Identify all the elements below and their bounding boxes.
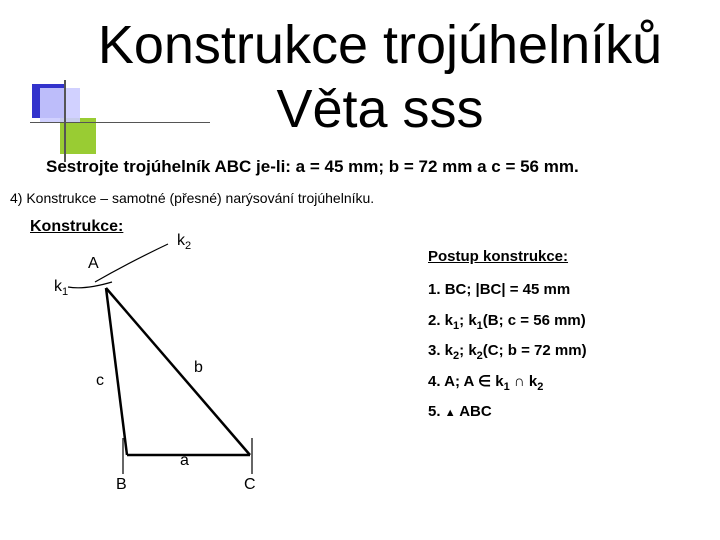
- procedure-list: [428, 275, 587, 428]
- side-c-line: [106, 288, 127, 455]
- procedure-step-5: 5. ▲ ABC: [428, 403, 492, 420]
- procedure-heading: Postup konstrukce:: [428, 248, 569, 265]
- procedure-step-3: 3. $k_2$; $k_2(C$; b = 72 mm): [428, 342, 587, 362]
- side-label-c: c: [96, 372, 104, 389]
- vertex-label-C: C: [244, 476, 256, 493]
- side-label-a: a: [180, 452, 189, 469]
- side-label-b: b: [194, 359, 203, 376]
- slide-title-line2: Věta sss: [276, 79, 484, 139]
- procedure-step-1: 1. BC; |BC| = 45 mm: [428, 281, 571, 298]
- side-b-line: [106, 288, 250, 455]
- circle-label-k2: $k_2$: [177, 232, 192, 253]
- circle-label-k1: $k_1$: [54, 278, 69, 299]
- step-note: 4) Konstrukce – samotné (přesné) narýsování trojúhelníku.: [10, 190, 375, 206]
- task-statement: Sestrojte trojúhelník ABC je-li: a = 45 mm; b = 72 mm a c = 56 mm.: [46, 157, 579, 176]
- construction-heading: Konstrukce:: [30, 218, 124, 235]
- slide-title-line1: Konstrukce trojúhelníků: [97, 15, 663, 75]
- arc-k1: [68, 282, 112, 288]
- vertex-label-B: B: [116, 476, 127, 493]
- triangle-icon: ▲: [444, 407, 456, 419]
- procedure-step-4: 4. A; A ∈ $k_1$ ∩ $k_2$: [428, 372, 544, 393]
- procedure-step-2: 2. $k_1$; $k_1(B$; c = 56 mm): [428, 311, 586, 332]
- arc-k2: [95, 244, 168, 282]
- vertex-label-A: A: [88, 255, 99, 272]
